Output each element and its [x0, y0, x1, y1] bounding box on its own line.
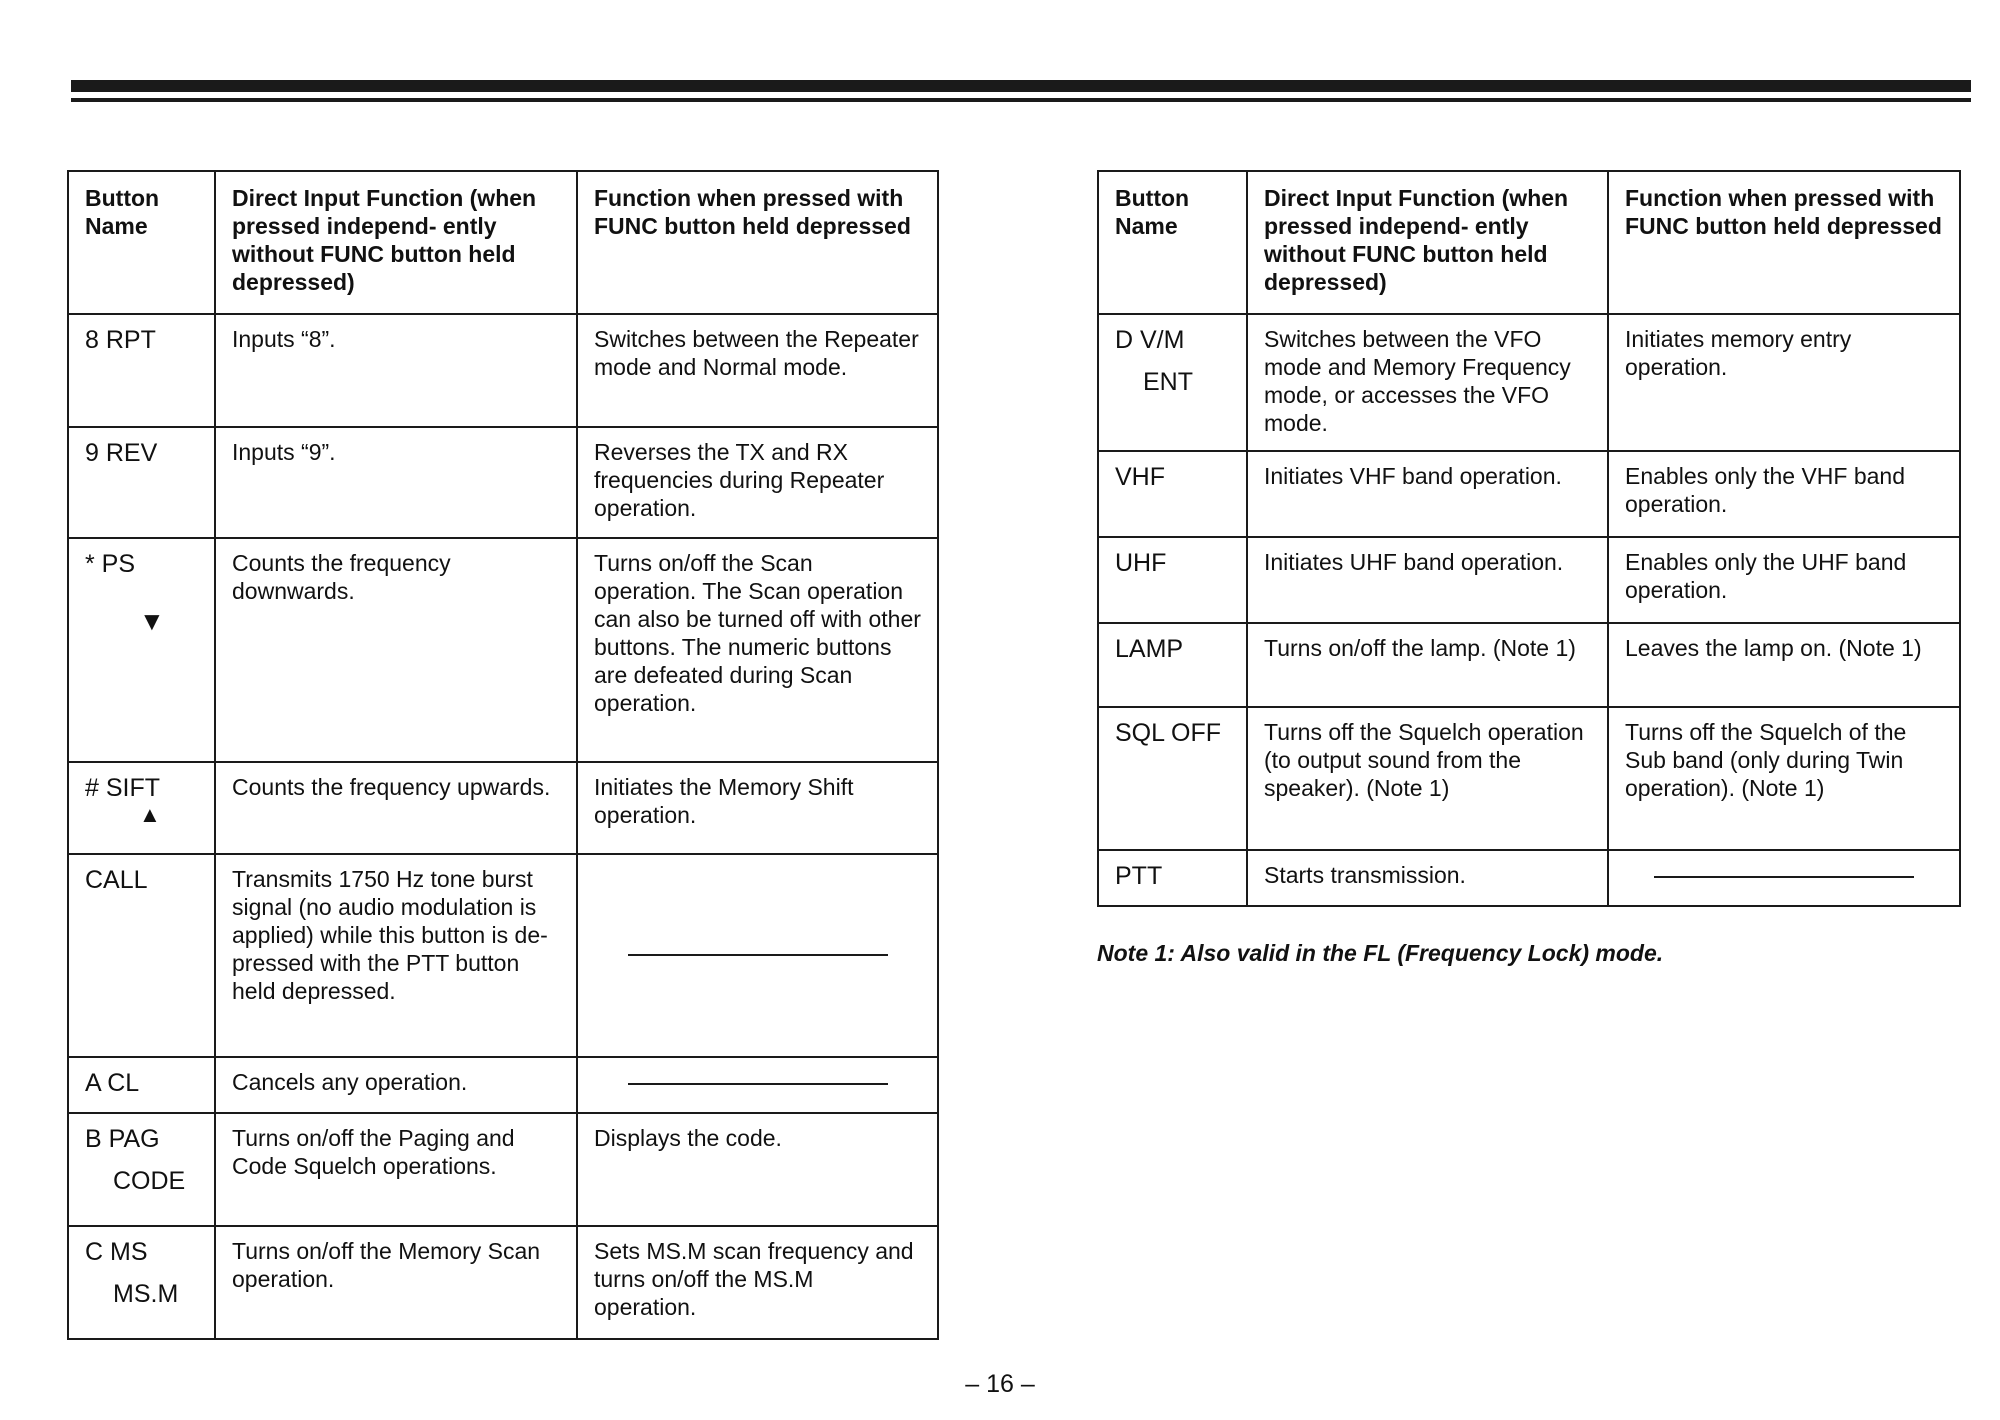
button-name-cell: CALL: [68, 854, 215, 1057]
page-number: – 16 –: [965, 1370, 1035, 1398]
button-sub-label: ENT: [1143, 368, 1193, 396]
header-row: [1098, 171, 1960, 314]
func-held-cell: Enables only the UHF band operation.: [1608, 537, 1960, 623]
func-held-cell: [577, 1057, 938, 1113]
func-held-cell: [577, 854, 938, 1057]
not-applicable-dash: [628, 954, 888, 956]
header-direct-input: Direct Input Function (when pressed independ- ently without FUNC button held depressed): [1247, 171, 1608, 314]
header-button-name: Button Name: [68, 171, 215, 314]
right-button-function-table: [1097, 170, 1961, 907]
button-name-cell: PTT: [1098, 850, 1247, 906]
direct-function-cell: Turns on/off the Memory Scan operation.: [215, 1226, 577, 1339]
table-row: [1098, 451, 1960, 537]
func-held-cell: Turns off the Squelch of the Sub band (only during Twin operation). (Note 1): [1608, 707, 1960, 850]
button-name-cell: * PS ▼: [68, 538, 215, 762]
func-held-cell: [1608, 850, 1960, 906]
button-name-cell: # SIFT ▲: [68, 762, 215, 854]
button-name-cell: LAMP: [1098, 623, 1247, 707]
table-row: [1098, 314, 1960, 451]
button-name-cell: D V/M ENT: [1098, 314, 1247, 451]
table-row: [68, 1113, 938, 1226]
direct-function-cell: Counts the frequency upwards.: [215, 762, 577, 854]
func-held-cell: Initiates the Memory Shift operation.: [577, 762, 938, 854]
direct-function-cell: Turns on/off the lamp. (Note 1): [1247, 623, 1608, 707]
button-sub-label: MS.M: [113, 1280, 179, 1308]
left-button-function-table: [67, 170, 939, 1340]
direct-function-cell: Inputs “8”.: [215, 314, 577, 427]
direct-function-cell: Transmits 1750 Hz tone burst signal (no audio modulation is applied) while this button is de- pressed with the PTT button held depressed.: [215, 854, 577, 1057]
table-row: [68, 427, 938, 538]
table-row: [68, 314, 938, 427]
table-row: [68, 762, 938, 854]
func-held-cell: Reverses the TX and RX frequencies during Repeater operation.: [577, 427, 938, 538]
func-held-cell: Initiates memory entry operation.: [1608, 314, 1960, 451]
func-held-cell: Sets MS.M scan frequency and turns on/off the MS.M operation.: [577, 1226, 938, 1339]
header-func-held: Function when pressed with FUNC button held depressed: [1608, 171, 1960, 314]
button-name-cell: SQL OFF: [1098, 707, 1247, 850]
direct-function-cell: Switches between the VFO mode and Memory Frequency mode, or accesses the VFO mode.: [1247, 314, 1608, 451]
button-sub-label: CODE: [113, 1167, 186, 1195]
table-row: [68, 1226, 938, 1339]
footnote: Note 1: Also valid in the FL (Frequency Lock) mode.: [1097, 940, 1664, 966]
direct-function-cell: Starts transmission.: [1247, 850, 1608, 906]
header-direct-input: Direct Input Function (when pressed independ- ently without FUNC button held depressed): [215, 171, 577, 314]
up-arrow-icon: ▲: [139, 802, 161, 827]
table-row: [1098, 850, 1960, 906]
table-row: [68, 1057, 938, 1113]
direct-function-cell: Initiates VHF band operation.: [1247, 451, 1608, 537]
button-name-cell: UHF: [1098, 537, 1247, 623]
direct-function-cell: Initiates UHF band operation.: [1247, 537, 1608, 623]
down-arrow-icon: ▼: [139, 606, 165, 636]
top-rule-thin: [71, 98, 1971, 102]
button-name-cell: VHF: [1098, 451, 1247, 537]
direct-function-cell: Counts the frequency downwards.: [215, 538, 577, 762]
button-name-cell: 8 RPT: [68, 314, 215, 427]
direct-function-cell: Cancels any operation.: [215, 1057, 577, 1113]
table-row: [68, 854, 938, 1057]
header-button-name: Button Name: [1098, 171, 1247, 314]
header-func-held: Function when pressed with FUNC button held depressed: [577, 171, 938, 314]
func-held-cell: Turns on/off the Scan operation. The Scan operation can also be turned off with other buttons. The numeric buttons are defeated during Scan operation.: [577, 538, 938, 762]
button-name-cell: 9 REV: [68, 427, 215, 538]
direct-function-cell: Inputs “9”.: [215, 427, 577, 538]
table-row: [1098, 707, 1960, 850]
top-rule-thick: [71, 80, 1971, 92]
func-held-cell: Displays the code.: [577, 1113, 938, 1226]
func-held-cell: Leaves the lamp on. (Note 1): [1608, 623, 1960, 707]
func-held-cell: Enables only the VHF band operation.: [1608, 451, 1960, 537]
table-row: [68, 538, 938, 762]
func-held-cell: Switches between the Repeater mode and Normal mode.: [577, 314, 938, 427]
table-row: [1098, 623, 1960, 707]
direct-function-cell: Turns on/off the Paging and Code Squelch operations.: [215, 1113, 577, 1226]
button-name-cell: A CL: [68, 1057, 215, 1113]
not-applicable-dash: [628, 1083, 888, 1085]
direct-function-cell: Turns off the Squelch operation (to output sound from the speaker). (Note 1): [1247, 707, 1608, 850]
button-name-cell: B PAG CODE: [68, 1113, 215, 1226]
button-name-cell: C MS MS.M: [68, 1226, 215, 1339]
header-row: [68, 171, 938, 314]
table-row: [1098, 537, 1960, 623]
not-applicable-dash: [1654, 876, 1914, 878]
